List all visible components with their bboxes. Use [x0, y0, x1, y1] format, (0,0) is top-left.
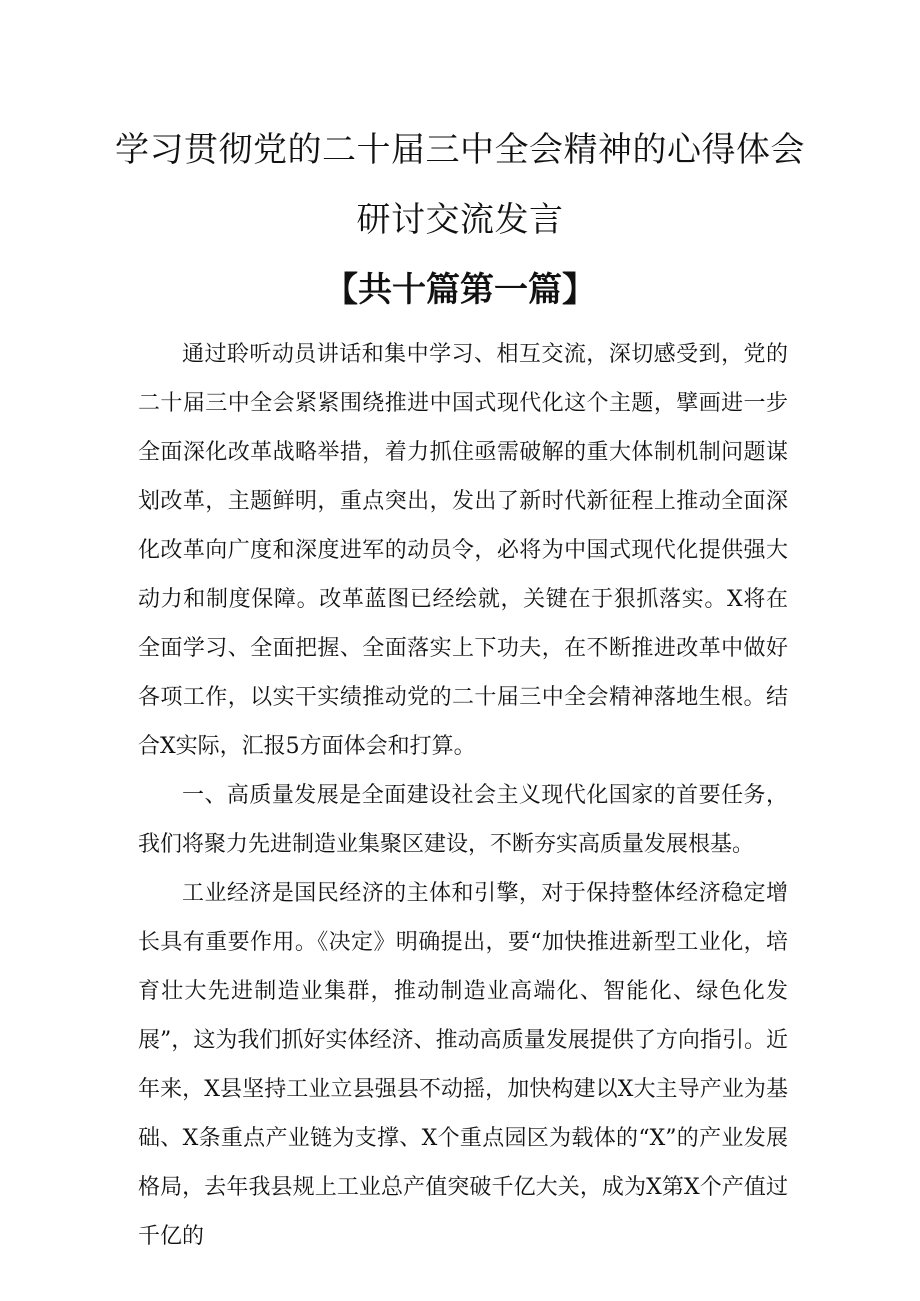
document-body — [138, 330, 788, 1261]
document-subtitle: 【共十篇第一篇】 — [324, 270, 596, 310]
paragraph-industrial-economy: 工业经济是国民经济的主体和引擎，对于保持整体经济稳定增长具有重要作用。《决定》明确提出，要“加快推进新型工业化，培育壮大先进制造业集群，推动制造业高端化、智能化、绿色化发展”，这为我们抓好实体经济、推动高质量发展提供了方向指引。近年来，X县坚持工业立县强县不动摇，加快构建以X大主导产业为基础、X条重点产业链为支撑、X个重点园区为载体的“X”的产业发展格局，去年我县规上工业总产值突破千亿大关，成为X第X个产值过千亿的 — [138, 881, 788, 1249]
document-title-line-1: 学习贯彻党的二十届三中全会精神的心得体会 — [115, 130, 805, 170]
paragraph-section-1-heading: 一、高质量发展是全面建设社会主义现代化国家的首要任务，我们将聚力先进制造业集聚区建设，不断夯实高质量发展根基。 — [138, 783, 788, 857]
paragraph-intro: 通过聆听动员讲话和集中学习、相互交流，深切感受到，党的二十届三中全会紧紧围绕推进中国式现代化这个主题，擘画进一步全面深化改革战略举措，着力抓住亟需破解的重大体制机制问题谋划改革，主题鲜明，重点突出，发出了新时代新征程上推动全面深化改革向广度和深度进军的动员令，必将为中国式现代化提供强大动力和制度保障。改革蓝图已经绘就，关键在于狠抓落实。X将在全面学习、全面把握、全面落实上下功夫，在不断推进改革中做好各项工作，以实干实绩推动党的二十届三中全会精神落地生根。结合X实际，汇报5方面体会和打算。 — [138, 342, 788, 759]
document-title-line-2: 研讨交流发言 — [356, 200, 564, 240]
